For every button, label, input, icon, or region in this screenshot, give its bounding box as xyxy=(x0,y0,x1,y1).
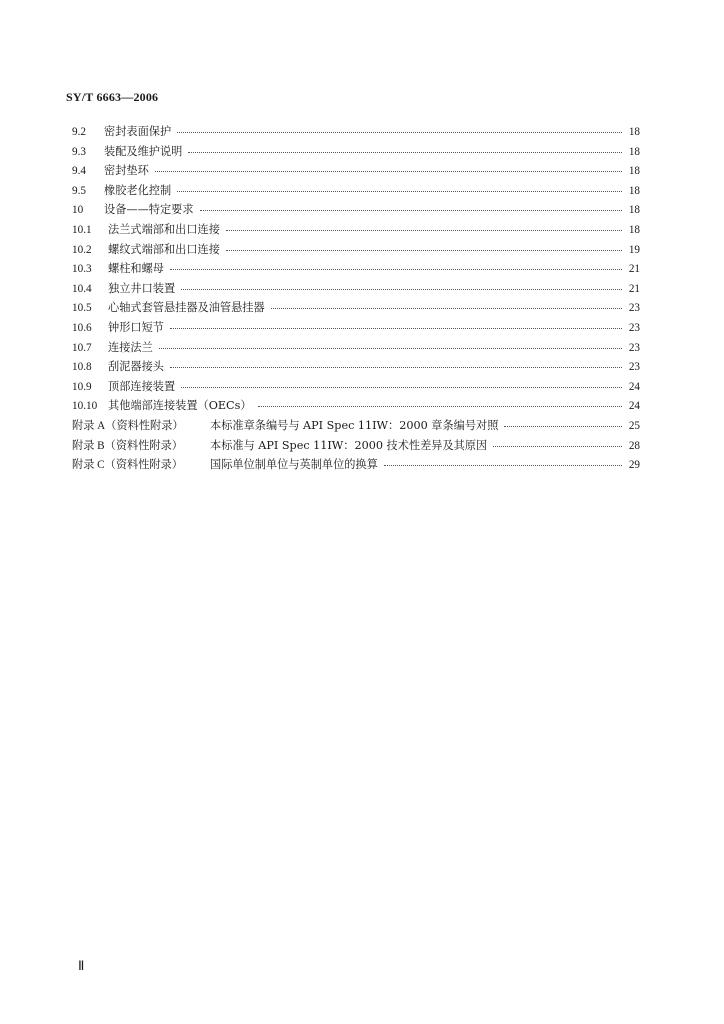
toc-entry xyxy=(72,220,640,240)
toc-entry-title: 独立井口装置 xyxy=(108,281,176,295)
toc-entry-page: 29 xyxy=(628,459,640,472)
toc-entry-page: 21 xyxy=(628,282,640,295)
toc-entry-number: 10.6 xyxy=(72,321,92,334)
toc-entry-title: 连接法兰 xyxy=(108,340,153,354)
toc-entry-number: 9.2 xyxy=(72,126,86,138)
toc-dot-leader xyxy=(226,224,622,231)
toc-dot-leader xyxy=(271,302,622,309)
toc-dot-leader xyxy=(493,440,622,447)
toc-entry-page: 24 xyxy=(628,400,640,413)
toc-entry-page: 18 xyxy=(628,223,640,236)
toc-entry-page: 18 xyxy=(628,184,640,197)
toc-entry-number: 10.10 xyxy=(72,400,98,413)
toc-dot-leader xyxy=(188,146,622,153)
toc-entry-title: 密封表面保护 xyxy=(104,125,172,138)
toc-entry-page: 23 xyxy=(628,341,640,354)
toc-entry xyxy=(72,161,640,181)
toc-entry xyxy=(72,436,640,456)
toc-entry-page: 23 xyxy=(628,321,640,334)
toc-entry-page: 23 xyxy=(628,361,640,374)
toc-entry-page: 28 xyxy=(628,439,640,452)
toc-entry-number: 10.5 xyxy=(72,302,92,315)
toc-entry-title: 螺柱和螺母 xyxy=(108,262,164,276)
toc-dot-leader xyxy=(155,165,622,172)
toc-dot-leader xyxy=(181,283,622,290)
toc-entry xyxy=(72,338,640,358)
toc-entry-page: 18 xyxy=(628,204,640,217)
toc-entry-number: 附录 B（资料性附录） xyxy=(72,439,183,452)
toc-dot-leader xyxy=(258,400,622,407)
toc-dot-leader xyxy=(226,244,622,251)
toc-entry-number: 9.5 xyxy=(72,184,86,197)
toc-entry-title: 装配及维护说明 xyxy=(104,144,183,158)
toc-dot-leader xyxy=(170,361,622,368)
toc-entry-number: 10.3 xyxy=(72,263,92,276)
toc-dot-leader xyxy=(177,185,622,192)
toc-entry-title: 刮泥器接头 xyxy=(108,360,164,374)
toc-entry-title: 橡胶老化控制 xyxy=(104,183,172,197)
toc-entry-title: 螺纹式端部和出口连接 xyxy=(108,242,220,256)
toc-entry-title: 钟形口短节 xyxy=(108,320,164,334)
toc-entry-page: 24 xyxy=(628,380,640,393)
toc-entry xyxy=(72,416,640,436)
toc-entry-title: 密封垫环 xyxy=(104,164,149,178)
toc-entry xyxy=(72,122,640,142)
toc-dot-leader xyxy=(170,322,622,329)
toc-entry xyxy=(72,259,640,279)
toc-dot-leader xyxy=(159,342,622,349)
toc-entry xyxy=(72,357,640,377)
toc-entry-number: 10.8 xyxy=(72,361,92,374)
standard-code: SY/T 6663—2006 xyxy=(66,90,159,104)
toc-entry-title: 国际单位制单位与英制单位的换算 xyxy=(210,458,378,472)
toc-entry-number: 10.1 xyxy=(72,223,92,236)
toc-dot-leader xyxy=(170,263,622,270)
toc-entry-number: 附录 A（资料性附录） xyxy=(72,419,184,432)
toc-entry-number: 10 xyxy=(72,204,84,217)
toc-entry xyxy=(72,181,640,201)
toc-entry-number: 9.3 xyxy=(72,145,86,158)
toc-entry xyxy=(72,200,640,220)
toc-entry xyxy=(72,240,640,260)
toc-entry xyxy=(72,396,640,416)
page-number: Ⅱ xyxy=(78,958,85,973)
toc-dot-leader xyxy=(504,420,622,427)
toc-entry-title: 心轴式套管悬挂器及油管悬挂器 xyxy=(108,301,265,315)
toc-dot-leader xyxy=(384,459,622,466)
toc-entry-title: 顶部连接装置 xyxy=(108,379,176,393)
toc-entry-number: 10.4 xyxy=(72,282,92,295)
toc-entry-title: 设备——特定要求 xyxy=(104,203,194,217)
toc-dot-leader xyxy=(181,381,622,388)
toc-entry-page: 18 xyxy=(628,126,640,138)
toc-entry-title: 法兰式端部和出口连接 xyxy=(108,222,220,236)
toc-entry-number: 10.9 xyxy=(72,380,92,393)
toc-dot-leader xyxy=(177,126,622,133)
toc-entry xyxy=(72,455,640,475)
toc-entry-number: 附录 C（资料性附录） xyxy=(72,459,183,472)
toc-entry-title: 其他端部连接装置（OECs） xyxy=(108,399,252,413)
toc-entry-title: 本标准与 API Spec 11IW：2000 技术性差异及其原因 xyxy=(210,438,488,452)
toc-entry xyxy=(72,318,640,338)
toc-entry-page: 18 xyxy=(628,145,640,158)
toc-dot-leader xyxy=(200,204,622,211)
toc-entry-page: 18 xyxy=(628,165,640,178)
toc-entry-number: 9.4 xyxy=(72,165,86,178)
toc-entry-page: 19 xyxy=(628,243,640,256)
table-of-contents xyxy=(72,122,640,475)
toc-entry-page: 25 xyxy=(628,419,640,432)
toc-entry xyxy=(72,298,640,318)
toc-entry xyxy=(72,142,640,162)
toc-entry xyxy=(72,279,640,299)
toc-entry-number: 10.7 xyxy=(72,341,92,354)
toc-entry-number: 10.2 xyxy=(72,243,92,256)
toc-entry xyxy=(72,377,640,397)
toc-entry-page: 21 xyxy=(628,263,640,276)
toc-entry-title: 本标准章条编号与 API Spec 11IW：2000 章条编号对照 xyxy=(210,418,499,432)
toc-entry-page: 23 xyxy=(628,302,640,315)
